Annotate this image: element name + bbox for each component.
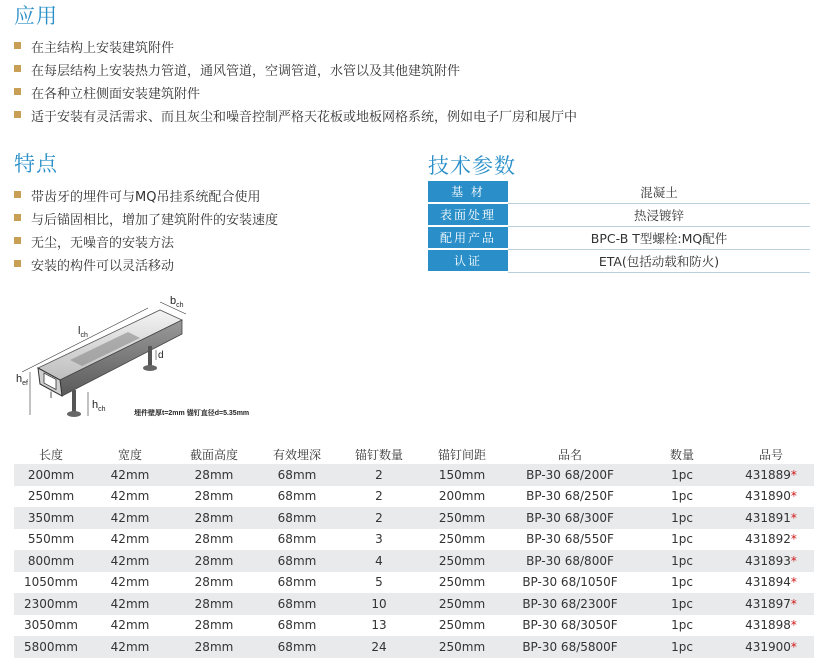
cell-text: 28mm [194, 467, 234, 482]
table-row [14, 550, 814, 572]
table-cell [172, 486, 256, 508]
feature-item-text: 无尘，无噪音的安装方法 [31, 236, 175, 251]
table-cell [504, 507, 636, 529]
cell-text: 28mm [194, 510, 234, 525]
cell-text: 250mm [438, 639, 486, 654]
cell-text: 550mm [27, 532, 75, 547]
col-header: 品号 [758, 448, 783, 462]
cell-text: 250mm [438, 618, 486, 633]
table-cell [172, 615, 256, 637]
anchor-channel-diagram [10, 290, 300, 430]
cell-text: 3050mm [24, 618, 78, 633]
cell-text: BP-30 68/1050F [522, 575, 618, 590]
table-cell [14, 593, 88, 615]
marker-asterisk: * [790, 510, 797, 525]
cell-text: 28mm [194, 489, 234, 504]
cell-text: 68mm [277, 639, 317, 654]
cell-text: 250mm [27, 489, 75, 504]
table-cell [420, 593, 504, 615]
label-lch-main: l [78, 325, 81, 337]
table-cell [14, 572, 88, 594]
bullet-icon [14, 214, 21, 221]
table-cell [338, 529, 420, 551]
table-cell [14, 550, 88, 572]
table-cell [728, 529, 814, 551]
marker-asterisk: * [790, 639, 797, 654]
table-cell [88, 486, 172, 508]
cell-text: 10 [371, 596, 387, 611]
marker-asterisk: * [790, 575, 797, 590]
tech-value: 热浸镀锌 [508, 203, 810, 226]
cell-text: 5 [375, 575, 383, 590]
col-header: 长度 [38, 448, 63, 462]
col-header: 数量 [669, 448, 694, 462]
table-cell [256, 507, 338, 529]
feature-item-text: 带齿牙的埋件可与MQ吊挂系统配合使用 [31, 190, 261, 205]
cell-text: 42mm [110, 489, 150, 504]
cell-text: 5800mm [24, 639, 78, 654]
table-row [14, 464, 814, 486]
table-row [14, 593, 814, 615]
label-hch-sub: ch [98, 406, 106, 413]
cell-text: 200mm [27, 467, 75, 482]
feature-item [14, 209, 278, 228]
diagram-caption: 埋件壁厚t=2mm 锚钉直径d=5.35mm [134, 410, 250, 417]
cell-text: 28mm [194, 596, 234, 611]
table-cell [728, 593, 814, 615]
table-cell [636, 486, 728, 508]
tech-row [428, 249, 810, 272]
application-item [14, 60, 460, 79]
application-item [14, 106, 577, 125]
bullet-icon [14, 88, 21, 95]
table-cell [636, 593, 728, 615]
cell-text: 42mm [110, 510, 150, 525]
application-item-text: 适于安装有灵活需求、而且灰尘和噪音控制严格天花板或地板网格系统，例如电子厂房和展厅中 [31, 110, 578, 125]
table-cell [504, 529, 636, 551]
table-cell [636, 507, 728, 529]
cell-text: BP-30 68/3050F [522, 618, 618, 633]
bullet-icon [14, 191, 21, 198]
cell-text: 42mm [110, 467, 150, 482]
table-cell [636, 550, 728, 572]
table-cell [338, 550, 420, 572]
cell-text: 3 [375, 532, 383, 547]
table-cell [420, 486, 504, 508]
table-cell [256, 529, 338, 551]
cell-text: 250mm [438, 532, 486, 547]
tech-key: 基 材 [428, 181, 508, 203]
cell-text: 1pc [671, 467, 693, 482]
cell-text: 2 [375, 489, 383, 504]
bullet-icon [14, 111, 21, 118]
cell-text: BP-30 68/800F [526, 553, 614, 568]
cell-text: 42mm [110, 532, 150, 547]
table-cell [256, 486, 338, 508]
cell-text: 1pc [671, 618, 693, 633]
col-header: 截面高度 [189, 448, 238, 462]
cell-text: 2300mm [24, 596, 78, 611]
label-bch [170, 295, 184, 309]
cell-text: 431889 [745, 467, 791, 482]
table-cell [728, 507, 814, 529]
bullet-icon [14, 65, 21, 72]
marker-asterisk: * [790, 553, 797, 568]
table-cell [636, 464, 728, 486]
bullet-icon [14, 42, 21, 49]
table-cell [88, 572, 172, 594]
cell-text: 431894 [745, 575, 791, 590]
tech-value: BPC-B T型螺栓:MQ配件 [508, 226, 810, 249]
cell-text: 68mm [277, 489, 317, 504]
cell-text: 250mm [438, 575, 486, 590]
cell-text: 24 [371, 639, 387, 654]
bullet-icon [14, 260, 21, 267]
marker-asterisk: * [790, 596, 797, 611]
cell-text: 250mm [438, 596, 486, 611]
cell-text: 1pc [671, 489, 693, 504]
tech-value: 混凝土 [508, 181, 810, 203]
tech-row [428, 226, 810, 249]
table-cell [14, 486, 88, 508]
table-row [14, 615, 814, 637]
table-cell [14, 464, 88, 486]
table-cell [256, 636, 338, 658]
cell-text: 1pc [671, 639, 693, 654]
application-item-text: 在主结构上安装建筑附件 [31, 41, 175, 56]
cell-text: 1pc [671, 553, 693, 568]
col-header: 有效埋深 [272, 448, 321, 462]
table-header-row [14, 445, 814, 464]
label-lch-sub: ch [80, 332, 88, 339]
cell-text: 431893 [745, 553, 791, 568]
table-cell [256, 572, 338, 594]
cell-text: 28mm [194, 575, 234, 590]
table-cell [88, 615, 172, 637]
marker-asterisk: * [790, 467, 797, 482]
table-cell [504, 486, 636, 508]
cell-text: 1050mm [24, 575, 78, 590]
application-item [14, 83, 200, 102]
anchor-head [67, 411, 81, 417]
table-cell [14, 636, 88, 658]
table-cell [338, 615, 420, 637]
cell-text: 68mm [277, 596, 317, 611]
cell-text: 431892 [745, 532, 791, 547]
table-cell [172, 636, 256, 658]
table-cell [172, 529, 256, 551]
cell-text: 200mm [438, 489, 486, 504]
cell-text: BP-30 68/250F [526, 489, 614, 504]
cell-text: 68mm [277, 575, 317, 590]
feature-item [14, 186, 260, 205]
table-cell [338, 486, 420, 508]
cell-text: 800mm [27, 553, 75, 568]
cell-text: 28mm [194, 532, 234, 547]
cell-text: 250mm [438, 510, 486, 525]
cell-text: 1pc [671, 510, 693, 525]
table-cell [728, 486, 814, 508]
table-row [14, 507, 814, 529]
application-item [14, 37, 174, 56]
label-bch-sub: ch [176, 302, 184, 309]
cell-text: 2 [375, 510, 383, 525]
table-cell [14, 615, 88, 637]
cell-text: 350mm [27, 510, 75, 525]
cell-text: 42mm [110, 639, 150, 654]
cell-text: 431900 [745, 639, 791, 654]
cell-text: 28mm [194, 618, 234, 633]
cell-text: BP-30 68/550F [526, 532, 614, 547]
table-cell [504, 550, 636, 572]
tech-value: ETA(包括动载和防火) [508, 249, 810, 272]
table-cell [88, 529, 172, 551]
col-header: 品名 [557, 448, 582, 462]
cell-text: 68mm [277, 618, 317, 633]
label-lch [78, 325, 88, 339]
application-item-text: 在每层结构上安装热力管道，通风管道，空调管道，水管以及其他建筑附件 [31, 64, 461, 79]
tech-params-table [428, 181, 810, 273]
cell-text: 13 [371, 618, 387, 633]
label-hef [16, 373, 28, 387]
table-cell [88, 464, 172, 486]
feature-item-text: 安装的构件可以灵活移动 [31, 259, 175, 274]
cell-text: BP-30 68/5800F [522, 639, 618, 654]
feature-item [14, 232, 174, 251]
cell-text: 42mm [110, 618, 150, 633]
table-cell [420, 636, 504, 658]
table-cell [420, 529, 504, 551]
table-row [14, 486, 814, 508]
cell-text: 42mm [110, 553, 150, 568]
table-cell [504, 464, 636, 486]
cell-text: 42mm [110, 596, 150, 611]
label-bch-main: b [170, 295, 177, 307]
bullet-icon [14, 237, 21, 244]
table-cell [420, 615, 504, 637]
table-cell [338, 464, 420, 486]
table-cell [88, 593, 172, 615]
table-cell [172, 464, 256, 486]
label-hef-main: h [16, 373, 23, 385]
feature-item [14, 255, 174, 274]
table-cell [172, 572, 256, 594]
table-cell [172, 507, 256, 529]
table-row [14, 529, 814, 551]
cell-text: 431897 [745, 596, 791, 611]
cell-text: 1pc [671, 532, 693, 547]
features-title: 特点 [14, 152, 58, 176]
table-cell [636, 529, 728, 551]
cell-text: 431891 [745, 510, 791, 525]
label-hef-sub: ef [22, 380, 28, 387]
table-cell [14, 529, 88, 551]
cell-text: BP-30 68/2300F [522, 596, 618, 611]
table-cell [728, 636, 814, 658]
table-cell [88, 550, 172, 572]
label-t: l [50, 390, 52, 400]
tech-title: 技术参数 [428, 154, 516, 178]
table-cell [256, 615, 338, 637]
table-cell [728, 572, 814, 594]
cell-text: 250mm [438, 553, 486, 568]
cell-text: 431898 [745, 618, 791, 633]
table-cell [172, 550, 256, 572]
table-row [14, 636, 814, 658]
tech-row [428, 181, 810, 203]
table-cell [420, 507, 504, 529]
cell-text: 68mm [277, 532, 317, 547]
cell-text: 4 [375, 553, 383, 568]
table-cell [420, 572, 504, 594]
table-cell [88, 636, 172, 658]
cell-text: 42mm [110, 575, 150, 590]
table-cell [14, 507, 88, 529]
cell-text: 1pc [671, 575, 693, 590]
anchor-head [143, 365, 157, 371]
table-cell [728, 615, 814, 637]
cell-text: BP-30 68/200F [526, 467, 614, 482]
cell-text: 68mm [277, 467, 317, 482]
table-cell [338, 507, 420, 529]
col-header: 锚钉间距 [437, 448, 486, 462]
table-cell [256, 464, 338, 486]
product-table [14, 445, 814, 658]
label-hch [92, 399, 106, 413]
tech-key: 认证 [428, 249, 508, 272]
table-cell [504, 593, 636, 615]
cell-text: 2 [375, 467, 383, 482]
label-d: d [158, 350, 164, 361]
table-cell [636, 615, 728, 637]
table-cell [420, 464, 504, 486]
marker-asterisk: * [790, 532, 797, 547]
tech-key: 表面处理 [428, 203, 508, 226]
table-cell [728, 550, 814, 572]
marker-asterisk: * [790, 618, 797, 633]
tech-key: 配用产品 [428, 226, 508, 249]
cell-text: 28mm [194, 553, 234, 568]
table-cell [504, 615, 636, 637]
application-item-text: 在各种立柱侧面安装建筑附件 [31, 87, 201, 102]
cell-text: 28mm [194, 639, 234, 654]
cell-text: 150mm [438, 467, 486, 482]
table-cell [338, 593, 420, 615]
col-header: 锚钉数量 [354, 448, 403, 462]
table-cell [504, 572, 636, 594]
table-cell [256, 593, 338, 615]
cell-text: BP-30 68/300F [526, 510, 614, 525]
tech-row [428, 203, 810, 226]
table-cell [504, 636, 636, 658]
label-hch-main: h [92, 399, 99, 411]
table-cell [728, 464, 814, 486]
table-cell [88, 507, 172, 529]
table-cell [172, 593, 256, 615]
table-row [14, 572, 814, 594]
cell-text: 68mm [277, 553, 317, 568]
table-cell [256, 550, 338, 572]
cell-text: 1pc [671, 596, 693, 611]
application-title: 应用 [14, 4, 58, 28]
col-header: 宽度 [117, 448, 142, 462]
table-cell [636, 572, 728, 594]
marker-asterisk: * [790, 489, 797, 504]
table-cell [636, 636, 728, 658]
table-cell [338, 636, 420, 658]
table-cell [420, 550, 504, 572]
feature-item-text: 与后锚固相比，增加了建筑附件的安装速度 [31, 213, 279, 228]
table-cell [338, 572, 420, 594]
cell-text: 68mm [277, 510, 317, 525]
cell-text: 431890 [745, 489, 791, 504]
